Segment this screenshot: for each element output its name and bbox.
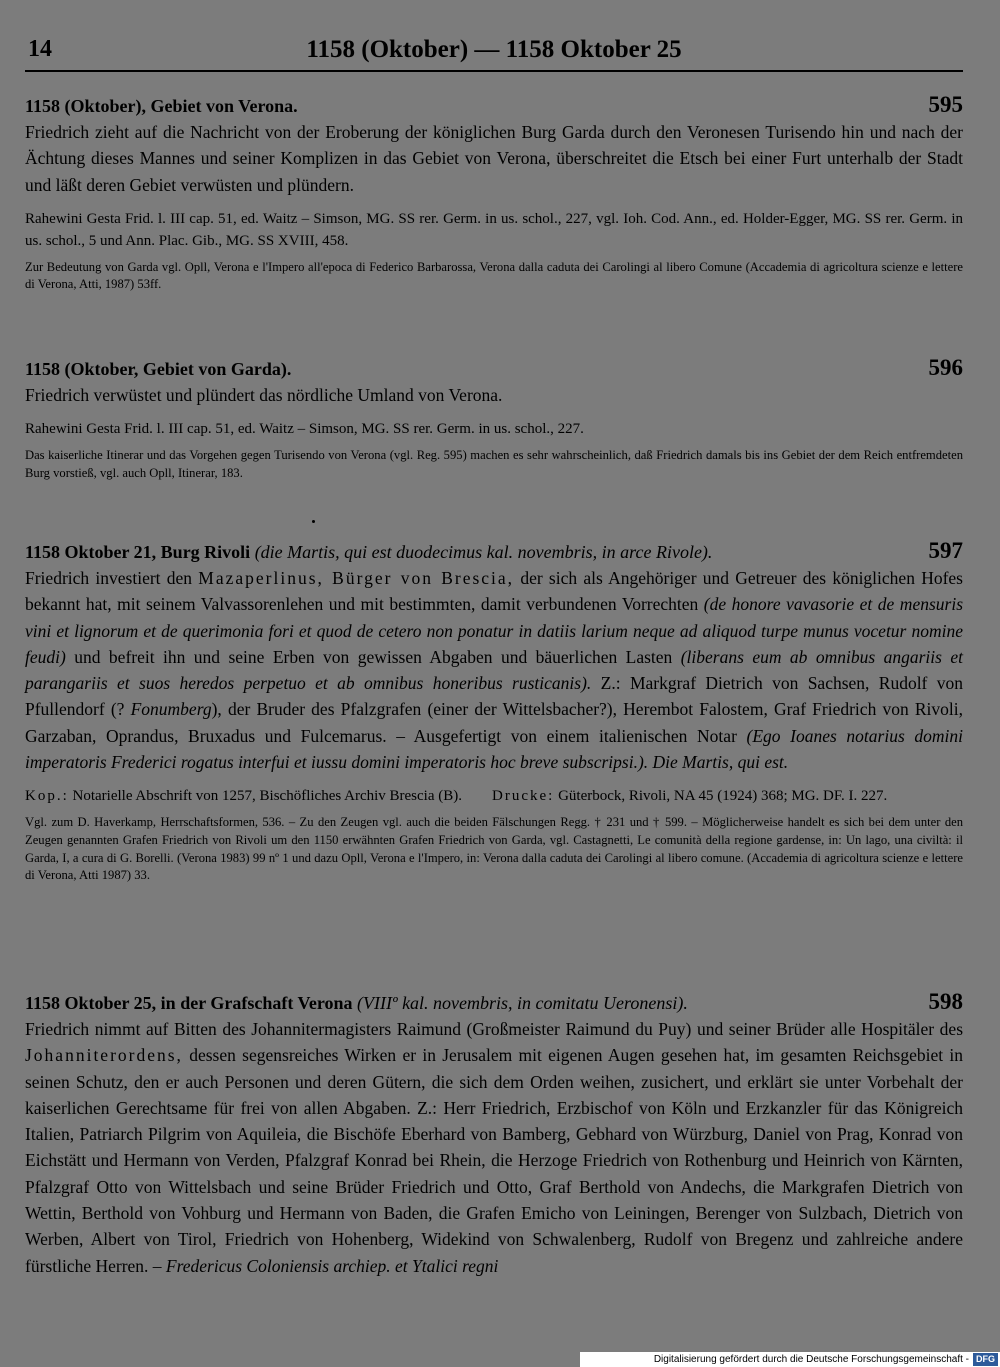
- entry-sources: Rahewini Gesta Frid. l. III cap. 51, ed. Waitz – Simson, MG. SS rer. Germ. in us. schol., 227.: [25, 421, 584, 438]
- entry-heading: [25, 94, 963, 119]
- entry-heading: [25, 540, 963, 565]
- spaced-name: Mazaperlinus, Bürger von Brescia,: [198, 568, 515, 588]
- entry-number: 595: [928, 92, 963, 117]
- entry-number: 598: [928, 989, 963, 1014]
- page-header: [25, 36, 963, 72]
- page-number: 14: [28, 36, 52, 62]
- body-segment: und befreit ihn und seine Erben von gewissen Abgaben und bäuerlichen Lasten: [65, 646, 681, 667]
- latin-quote: (de honore vavasorie et de mensuris vini et lignorum et de querimonia fori et quod de cetero non ponatur in datiis larium neque ad aliquod turpe munus vocetur nomine feudi): [25, 594, 963, 667]
- entry-sources: [25, 785, 963, 807]
- entry-number: 596: [928, 355, 963, 380]
- entry-date-place: 1158 (Oktober), Gebiet von Verona.: [25, 96, 298, 116]
- regest-entry-597: [25, 540, 963, 885]
- body-segment: Friedrich investiert den: [25, 568, 199, 588]
- regest-entry-598: [25, 991, 963, 1279]
- kop-label: Kop.:: [25, 788, 69, 805]
- drucke-text: Güterbock, Rivoli, NA 45 (1924) 368; MG. DF. I. 227.: [554, 788, 888, 805]
- entry-heading: [25, 357, 963, 382]
- regest-entry-596: [25, 357, 963, 482]
- entry-latin-dating: (VIIIº kal. novembris, in comitatu Ueronensi).: [357, 993, 688, 1013]
- dfg-logo: DFG: [973, 1353, 998, 1366]
- running-title: 1158 (Oktober) — 1158 Oktober 25: [306, 36, 682, 63]
- entry-date-place: 1158 Oktober 21, Burg Rivoli: [25, 542, 251, 562]
- entry-notes: Das kaiserliche Itinerar und das Vorgehen gegen Turisendo von Verona (vgl. Reg. 595) machen es sehr wahrscheinlich, daß Friedrich damals bis ins Gebiet der dem Reich entfremdeten Burg vorstieß, vgl. auch Opll, Itinerar, 183.: [25, 448, 963, 480]
- spaced-name: Johanniterordens,: [25, 1045, 183, 1066]
- body-segment: der sich als Angehöriger und Getreuer des königlichen Hofes bekannt hat, mit seinem Valvassorenlehen und mit bestimmten, damit verbundenen Vorrechten: [25, 568, 963, 615]
- drucke-label: Drucke:: [492, 788, 555, 805]
- latin-quote: Fonumberg: [130, 699, 212, 720]
- body-segment: dessen segensreiches Wirken er in Jerusalem mit eigenen Augen gesehen hat, im gesamten Reichsgebiet in seinen Schutz, den er auch Personen und deren Gütern, die sich dem Orden weihen, zusichert, und erklärt sie unter Vorbehalt der kaiserlichen Gerechtsame für frei von allen Abgaben. Z.: Herr Friedrich, Erzbischof von Köln und Erzkanzler für das Königreich Italien, Patriarch Pilgrim von Aquileia, die Bischöfe Eberhard von Bamberg, Gebhard von Würzburg, Daniel von Prag, Konrad von Eichstätt und Hermann von Verden, Pfalzgraf Konrad bei Rhein, die Herzoge Friedrich von Rothenburg und Heinrich von Kärnten, Pfalzgraf Otto von Wittelsbach und seine Brüder Friedrich und Otto, Graf Berthold von Andechs, die Markgrafen Dietrich von Wettin, Berthold von Vohburg und Hermann von Baden, die Grafen Emicho von Leiningen, Berenger von Sulzbach, Dietrich von Werben, Albert von Tirol, Friedrich von Hohenberg, Widekind von Schwalenberg, Rudolf von Bregenz und zahlreiche andere fürstliche Herren. –: [25, 1045, 963, 1276]
- entry-date-place: 1158 Oktober 25, in der Grafschaft Verona: [25, 993, 353, 1013]
- scan-speck: [312, 520, 315, 523]
- body-segment: Z.: Markgraf Dietrich von Sachsen, Rudolf von Pfullendorf (?: [25, 673, 963, 720]
- regest-entry-595: [25, 94, 963, 294]
- latin-quote: (liberans eum ab omnibus angariis et parangariis et suos heredos perpetuo et ab omnibus honeribus rusticanis).: [25, 646, 963, 694]
- entry-notes: Zur Bedeutung von Garda vgl. Opll, Verona e l'Impero all'epoca di Federico Barbarossa, Verona dalla caduta dei Carolingi al libero Comune (Accademia di agricoltura scienze e lettere di Verona, Atti, 1987) 53ff.: [25, 259, 963, 292]
- entry-heading: [25, 991, 963, 1016]
- entry-latin-dating: (die Martis, qui est duodecimus kal. novembris, in arce Rivole).: [254, 542, 713, 562]
- entry-body: Friedrich zieht auf die Nachricht von der Eroberung der königlichen Burg Garda durch den Veronesen Turisendo hin und nach der Ächtung dieses Mannes und seiner Komplizen in das Gebiet von Verona, überschreitet die Etsch bei einer Furt unterhalb der Stadt und läßt deren Gebiet verwüsten und plündern.: [25, 122, 963, 195]
- entry-body: [25, 565, 963, 775]
- body-segment: Friedrich nimmt auf Bitten des Johannitermagisters Raimund (Großmeister Raimund du Puy) und seiner Brüder alle Hospitäler des: [25, 1019, 963, 1039]
- entry-number: 597: [928, 538, 963, 563]
- entry-body: Friedrich verwüstet und plündert das nördliche Umland von Verona.: [25, 385, 503, 405]
- digitization-footer: [580, 1352, 1000, 1367]
- body-segment: ), der Bruder des Pfalzgrafen (einer der Wittelsbacher?), Herembot Falostem, Graf Friedrich von Rivoli, Garzaban, Oprandus, Bruxadus und Fulcemarus. – Ausgefertigt von einem italienischen Notar: [25, 699, 963, 746]
- entry-sources: Rahewini Gesta Frid. l. III cap. 51, ed. Waitz – Simson, MG. SS rer. Germ. in us. schol., 227, vgl. Ioh. Cod. Ann., ed. Holder-Egger, MG. SS rer. Germ. in us. schol., 5 und Ann. Plac. Gib., MG. SS XVIII, 458.: [25, 210, 963, 249]
- latin-quote: (Ego Ioanes notarius domini imperatoris Frederici rogatus interfui et iussu domini imperatoris hoc breve subscripsi.). Die Martis, qui est.: [25, 725, 963, 773]
- entry-body: [25, 1016, 963, 1279]
- footer-text: Digitalisierung gefördert durch die Deutsche Forschungsgemeinschaft -: [653, 1354, 969, 1365]
- entry-notes: Vgl. zum D. Haverkamp, Herrschaftsformen, 536. – Zu den Zeugen vgl. auch die beiden Fälschungen Regg. † 231 und † 599. – Möglicherweise handelt es sich bei dem unter den Zeugen genannten Grafen Friedrich von Rivoli um den 1150 erwähnten Grafen Friedrich von Garda, vgl. Castagnetti, Le comunità della regione gardense, in: Un lago, una civiltà: il Garda, I, a cura di G. Borelli. (Verona 1983) 99 nº 1 und dazu Opll, Verona e l'Impero, in: Verona dalla caduta dei Carolingi al libero comune. (Accademia di agricoltura scienze e lettere di Verona, Atti 1987) 33.: [25, 815, 963, 883]
- kop-text: Notarielle Abschrift von 1257, Bischöfliches Archiv Brescia (B).: [68, 788, 462, 805]
- latin-quote: Fredericus Coloniensis archiep. et Ytalici regni: [165, 1255, 499, 1276]
- entry-date-place: 1158 (Oktober, Gebiet von Garda).: [25, 359, 292, 379]
